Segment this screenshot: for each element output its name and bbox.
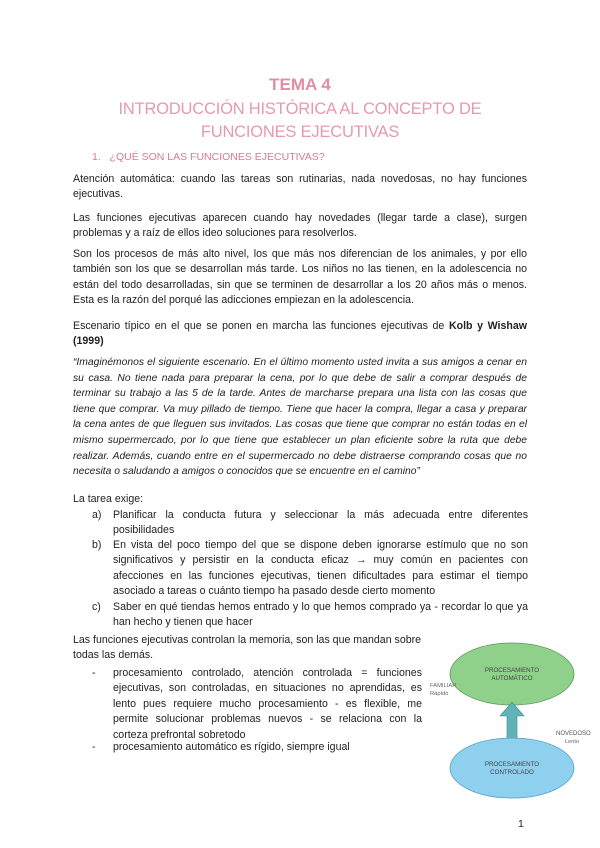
paragraph-automatic-attention: Atención automática: cuando las tareas son rutinarias, nada novedosas, no hay funciones ejecutivas. — [73, 173, 527, 201]
bullet-item-text: procesamiento controlado, atención controlada = funciones ejecutivas, son controladas, en situaciones no aprendidas, es lento pues requiere mucho procesamiento - es flexible, me permite solucionar problemas nuevos - se relaciona con la corteza prefrontal sobretodo — [113, 667, 422, 741]
section-heading-text: ¿QUÉ SON LAS FUNCIONES EJECUTIVAS? — [109, 151, 325, 163]
scenario-intro: Escenario típico en el que se ponen en marcha las funciones ejecutivas de — [73, 320, 449, 332]
list-item — [92, 538, 528, 600]
processing-diagram — [420, 636, 600, 836]
controlled-node-label-2: CONTROLADO — [490, 769, 534, 776]
automatic-processing-node — [450, 643, 574, 705]
automatic-node-label-1: PROCESAMIENTO — [484, 667, 540, 674]
bullet-marker: - — [92, 667, 96, 679]
list-marker: c) — [92, 601, 101, 613]
list-item-text: En vista del poco tiempo del que se dispone deben ignorarse estímulo que no son significativos y persistir en la conducta eficaz → muy común en pacientes con afecciones en las funciones ejecutivas, tienen dificultades para estimar el tiempo asociado a tareas o cuánto tiempo ha pasado desde cierto momento — [113, 539, 528, 598]
section-heading — [92, 151, 325, 163]
fast-label: Rápido — [430, 691, 449, 697]
page-subtitle — [0, 98, 600, 144]
list-marker: a) — [92, 509, 102, 521]
automatic-node-label-2: AUTOMÁTICO — [491, 675, 533, 682]
bullet-item — [92, 666, 422, 743]
section-number: 1. — [92, 151, 101, 163]
scenario-quote: “Imaginémonos el siguiente escenario. En el último momento usted invita a sus amigos a cenar en su casa. No tiene nada para preparar la cena, por lo que debe de salir a comprar después de terminar su trabajo a las 5 de la tarde. Antes de marcharse prepara una lista con las cosas que tiene que comprar. Va muy pillado de tiempo. Tiene que hacer la compra, llegar a casa y preparar la cena antes de que lleguen sus invitados. Las cosas que tiene que comprar no están todas en el mismo supermercado, por lo que tiene que establecer un plan eficiente sobre la ruta que debe realizar. Además, cuando entre en el supermercado no debe distraerse comprando cosas que no necesita o saludando a amigos o conocidos que se encuentre en el camino” — [73, 357, 527, 478]
paragraph-when-appear: Las funciones ejecutivas aparecen cuando hay novedades (llegar tarde a clase), surgen problemas y a raíz de ellos ideo soluciones para resolverlos. — [73, 212, 527, 240]
bullet-item-text: procesamiento automático es rígido, siempre igual — [113, 741, 350, 753]
list-item — [92, 508, 528, 539]
paragraph-typical-scenario — [73, 319, 527, 350]
list-marker: b) — [92, 539, 102, 551]
novel-label: NOVEDOSO — [556, 731, 591, 737]
bullet-marker: - — [92, 741, 96, 753]
paragraph-control-memory: Las funciones ejecutivas controlan la memoria, son las que mandan sobre todas las demás. — [73, 634, 422, 662]
page-number: 1 — [518, 818, 524, 830]
controlled-processing-node — [450, 738, 574, 798]
controlled-node-label-1: PROCESAMIENTO — [484, 761, 540, 768]
familiar-label: FAMILIAR — [430, 683, 457, 689]
list-item-text: Planificar la conducta futura y seleccionar la más adecuada entre diferentes posibilidades — [113, 509, 528, 537]
paragraph-high-level-processes: Son los procesos de más alto nivel, los que más nos diferencian de los animales, y por ello también son los que se desarrollan más tarde. Los niños no las tienen, en la adolescencia no están del todo desarrolladas, sin que se terminen de desarrollar a los 20 años más o menos. Esta es la razón del porqué las adicciones empiezan en la adolescencia. — [73, 248, 527, 307]
list-item-text: Saber en qué tiendas hemos entrado y lo que hemos comprado ya - recordar lo que ya han hecho y tienen que hacer — [113, 601, 528, 629]
list-item — [92, 600, 528, 631]
subtitle-line-2: FUNCIONES EJECUTIVAS — [200, 123, 400, 141]
subtitle-line-1: INTRODUCCIÓN HISTÓRICA AL CONCEPTO DE — [118, 100, 482, 118]
task-requires-label: La tarea exige: — [73, 493, 144, 505]
slow-label: Lento — [565, 739, 579, 745]
page-title: TEMA 4 — [269, 75, 331, 94]
bullet-item — [92, 740, 422, 755]
citation: Kolb y Wishaw (1999) — [73, 320, 527, 348]
